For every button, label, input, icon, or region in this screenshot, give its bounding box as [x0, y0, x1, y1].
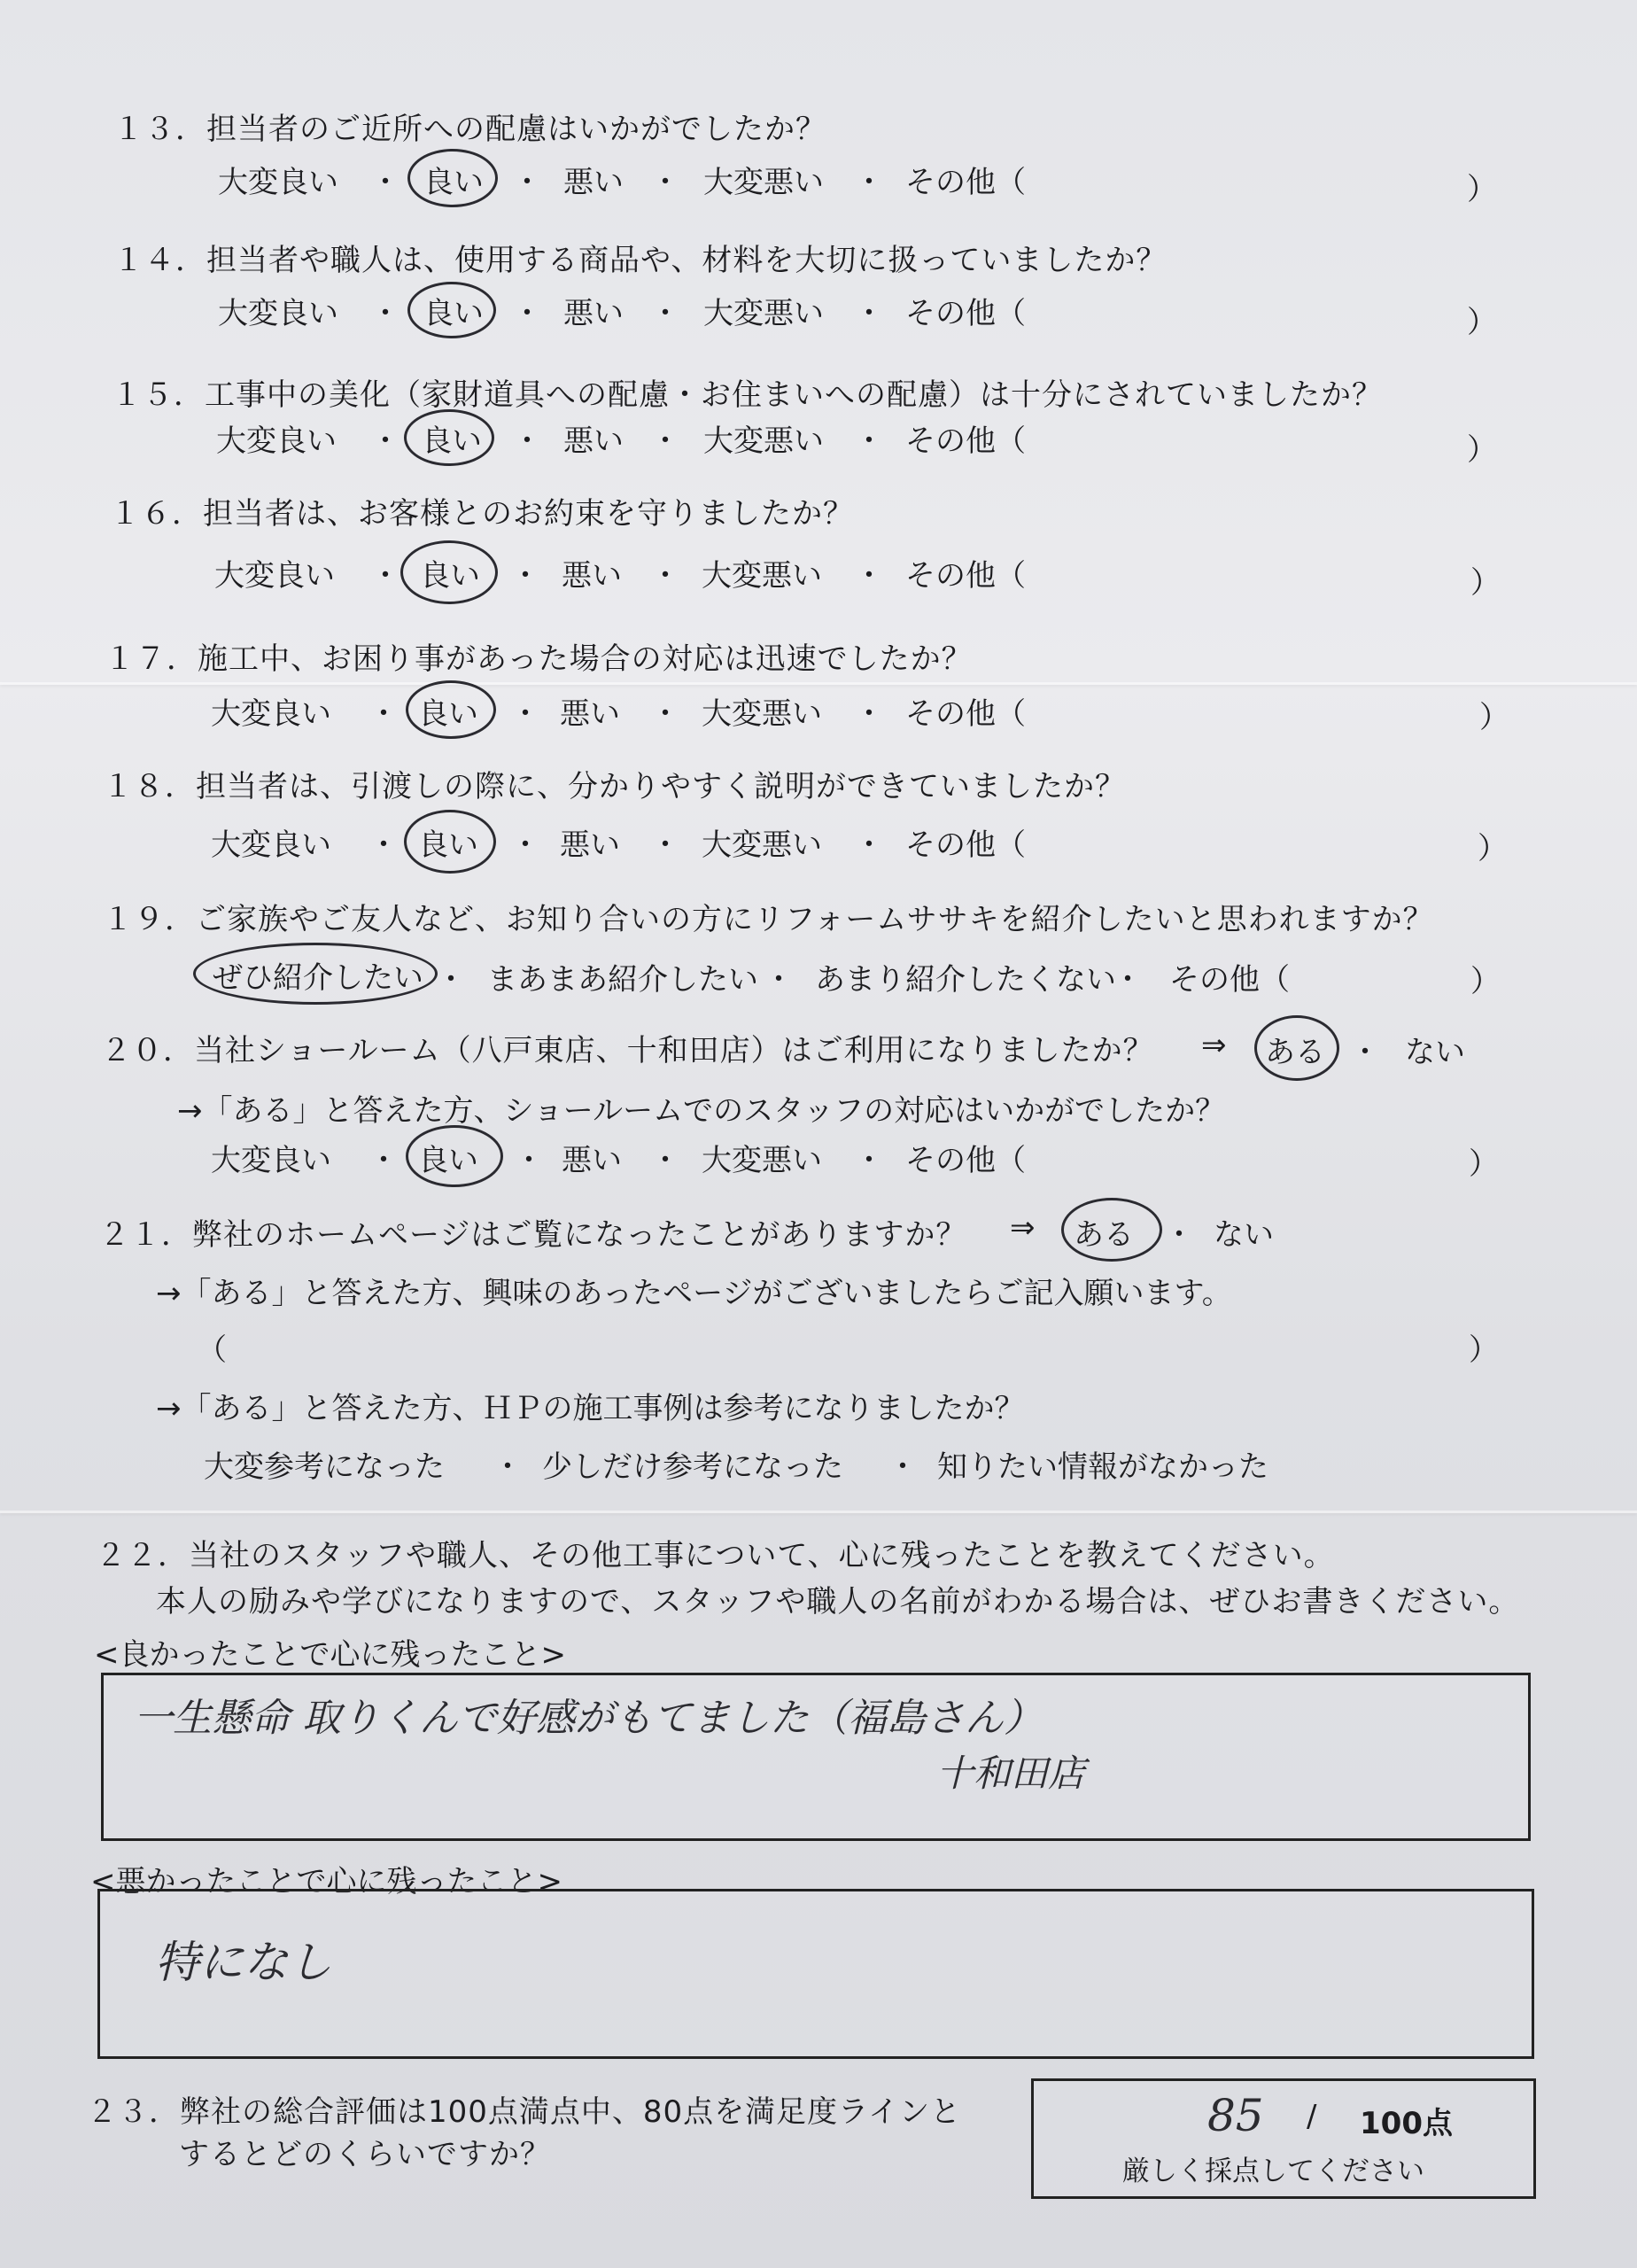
q21-hp-very-helpful[interactable]: 大変参考になった	[204, 1449, 445, 1485]
question-13: １３．担当者のご近所への配慮はいかがでしたか？	[113, 112, 826, 147]
q21-hp-sep-2: ・	[888, 1449, 918, 1485]
q17-option-good[interactable]: 良い	[418, 696, 478, 732]
q21-open-paren: （	[197, 1332, 227, 1368]
q16-sep-1: ・	[370, 558, 400, 594]
q16-option-bad[interactable]: 悪い	[562, 558, 622, 594]
q20-option-yes[interactable]: ある	[1265, 1035, 1325, 1070]
q17-option-very-bad[interactable]: 大変悪い	[702, 696, 822, 732]
q17-sep-4: ・	[854, 696, 884, 732]
q17-option-bad[interactable]: 悪い	[560, 696, 620, 732]
q15-option-other[interactable]: その他（	[905, 423, 1026, 459]
q18-option-very-bad[interactable]: 大変悪い	[702, 827, 822, 863]
q20-followup: →「ある」と答えた方、ショールームでのスタッフの対応はいかがでしたか？	[177, 1093, 1226, 1129]
q13-option-other[interactable]: その他（	[905, 165, 1026, 200]
q14-close-paren: ）	[1467, 305, 1497, 340]
q13-close-paren: ）	[1467, 172, 1497, 207]
bad-comment-box[interactable]	[97, 1889, 1534, 2059]
score-max: 100点	[1360, 2106, 1453, 2141]
q14-option-other[interactable]: その他（	[905, 296, 1026, 331]
q13-sep-1: ・	[370, 165, 400, 200]
q20-sep-1: ・	[369, 1143, 399, 1178]
q19-sep-3: ・	[1113, 962, 1143, 998]
question-20: ２０．当社ショールーム（八戸東店、十和田店）はご利用になりましたか？	[101, 1033, 1154, 1068]
q18-selected-circle	[404, 810, 496, 874]
q14-sep-4: ・	[854, 296, 884, 331]
q13-option-very-bad[interactable]: 大変悪い	[703, 165, 824, 200]
q21-hp-sep-1: ・	[493, 1449, 523, 1485]
q16-option-other[interactable]: その他（	[905, 558, 1026, 594]
q15-sep-4: ・	[854, 423, 884, 459]
q21-selected-circle	[1061, 1198, 1162, 1262]
q18-sep-3: ・	[650, 827, 680, 863]
q20-arrow: ⇒	[1201, 1028, 1227, 1063]
q21-option-yes[interactable]: ある	[1074, 1217, 1134, 1253]
q15-sep-2: ・	[512, 423, 542, 459]
q15-close-paren: ）	[1467, 432, 1497, 468]
q18-sep-1: ・	[369, 827, 399, 863]
q19-sep-1: ・	[436, 962, 466, 998]
q13-sep-2: ・	[512, 165, 542, 200]
q20-sep: ・	[1350, 1035, 1380, 1070]
q16-sep-2: ・	[510, 558, 540, 594]
q20-selected-circle	[1254, 1015, 1339, 1081]
q20-option-other[interactable]: その他（	[905, 1143, 1026, 1178]
q13-sep-4: ・	[854, 165, 884, 200]
score-note: 厳しく採点してください	[1122, 2155, 1424, 2187]
q17-sep-1: ・	[369, 696, 399, 732]
q14-option-very-bad[interactable]: 大変悪い	[703, 296, 824, 331]
question-16: １６．担当者は、お客様とのお約束を守りましたか？	[110, 496, 854, 532]
q17-close-paren: ）	[1479, 700, 1509, 735]
q14-option-good[interactable]: 良い	[423, 296, 484, 331]
bad-comment-text: 特になし	[155, 1937, 332, 1988]
bad-comment-label: <悪かったことで心に残ったこと>	[90, 1864, 562, 1899]
question-22-note: 本人の励みや学びになりますので、スタッフや職人の名前がわかる場合は、ぜひお書きください。	[156, 1584, 1520, 1619]
q18-option-good[interactable]: 良い	[418, 827, 478, 863]
q15-option-very-good[interactable]: 大変良い	[216, 423, 337, 459]
q16-sep-3: ・	[650, 558, 680, 594]
question-15: １５．工事中の美化（家財道具への配慮・お住まいへの配慮）は十分にされていましたか？	[112, 377, 1383, 413]
q16-option-very-good[interactable]: 大変良い	[214, 558, 335, 594]
q19-close-paren: ）	[1470, 964, 1501, 999]
good-comment-text: 一生懸命 取りくんで好感がもてました（福島さん）	[134, 1696, 1043, 1741]
q14-sep-2: ・	[512, 296, 542, 331]
q21-arrow: ⇒	[1010, 1210, 1036, 1246]
q18-option-other[interactable]: その他（	[905, 827, 1026, 863]
q15-sep-1: ・	[370, 423, 400, 459]
good-comment-store: 十和田店	[936, 1751, 1086, 1795]
q17-option-other[interactable]: その他（	[905, 696, 1026, 732]
score-slash: /	[1307, 2099, 1317, 2134]
q14-option-bad[interactable]: 悪い	[563, 296, 624, 331]
q15-option-very-bad[interactable]: 大変悪い	[703, 423, 824, 459]
q20-option-very-bad[interactable]: 大変悪い	[702, 1143, 822, 1178]
q17-sep-3: ・	[650, 696, 680, 732]
q20-option-no[interactable]: ない	[1405, 1035, 1465, 1070]
q16-option-very-bad[interactable]: 大変悪い	[702, 558, 822, 594]
q17-sep-2: ・	[510, 696, 540, 732]
q20-sep-4: ・	[854, 1143, 884, 1178]
q20-sep-3: ・	[650, 1143, 680, 1178]
q19-option-definitely[interactable]: ぜひ紹介したい	[213, 960, 423, 996]
q16-option-good[interactable]: 良い	[420, 558, 480, 594]
q19-option-not-really[interactable]: あまり紹介したくない	[815, 962, 1116, 998]
q15-option-bad[interactable]: 悪い	[563, 423, 624, 459]
question-18: １８．担当者は、引渡しの際に、分かりやすく説明ができていましたか？	[103, 769, 1126, 804]
q13-selected-circle	[407, 149, 498, 207]
q15-selected-circle	[404, 409, 494, 466]
q18-sep-4: ・	[854, 827, 884, 863]
q13-option-good[interactable]: 良い	[423, 165, 484, 200]
q17-selected-circle	[406, 680, 496, 739]
q20-option-good[interactable]: 良い	[418, 1143, 478, 1178]
q18-sep-2: ・	[510, 827, 540, 863]
q21-option-no[interactable]: ない	[1214, 1217, 1274, 1253]
question-19: １９．ご家族やご友人など、お知り合いの方にリフォームササキを紹介したいと思われますか？	[103, 902, 1434, 937]
good-comment-box[interactable]	[101, 1673, 1531, 1841]
question-23: ２３．弊社の総合評価は100点満点中、80点を満足度ラインと	[87, 2094, 962, 2130]
question-14: １４．担当者や職人は、使用する商品や、材料を大切に扱っていましたか？	[113, 243, 1168, 278]
q13-option-very-good[interactable]: 大変良い	[218, 165, 338, 200]
q19-option-other[interactable]: その他（	[1169, 962, 1290, 998]
q20-option-very-good[interactable]: 大変良い	[211, 1143, 331, 1178]
q20-selected-good-circle	[406, 1125, 503, 1187]
q14-selected-circle	[407, 282, 496, 338]
q15-sep-3: ・	[650, 423, 680, 459]
q19-selected-circle	[193, 943, 438, 1005]
question-21: ２１．弊社のホームページはご覧になったことがありますか？	[99, 1217, 967, 1253]
q21-hp-no-info[interactable]: 知りたい情報がなかった	[937, 1449, 1268, 1485]
q18-option-bad[interactable]: 悪い	[560, 827, 620, 863]
q18-close-paren: ）	[1478, 831, 1508, 866]
q21-sep: ・	[1164, 1217, 1194, 1253]
q19-option-somewhat[interactable]: まあまあ紹介したい	[487, 962, 758, 998]
q16-selected-circle	[400, 540, 498, 604]
q20-close-paren: ）	[1469, 1146, 1499, 1182]
q21-followup-pages: →「ある」と答えた方、興味のあったページがございましたらご記入願います。	[156, 1276, 1232, 1311]
question-23-line2: するとどのくらいですか？	[179, 2137, 551, 2172]
q17-option-very-good[interactable]: 大変良い	[211, 696, 331, 732]
q19-sep-2: ・	[764, 962, 794, 998]
q14-sep-3: ・	[650, 296, 680, 331]
q21-close-paren: ）	[1469, 1332, 1499, 1368]
q21-hp-slightly-helpful[interactable]: 少しだけ参考になった	[542, 1449, 843, 1485]
q20-sep-2: ・	[514, 1143, 544, 1178]
q20-option-bad[interactable]: 悪い	[562, 1143, 622, 1178]
score-box[interactable]	[1031, 2078, 1536, 2199]
q16-sep-4: ・	[854, 558, 884, 594]
q16-close-paren: ）	[1470, 565, 1501, 601]
q21-followup-hp: →「ある」と答えた方、ＨＰの施工事例は参考になりましたか？	[156, 1391, 1025, 1426]
q14-option-very-good[interactable]: 大変良い	[218, 296, 338, 331]
question-17: １７．施工中、お困り事があった場合の対応は迅速でしたか？	[105, 641, 973, 677]
good-comment-label: <良かったことで心に残ったこと>	[94, 1637, 566, 1673]
q14-sep-1: ・	[370, 296, 400, 331]
question-22: ２２．当社のスタッフや職人、その他工事について、心に残ったことを教えてください。	[96, 1538, 1335, 1573]
q13-sep-3: ・	[650, 165, 680, 200]
q15-option-good[interactable]: 良い	[422, 423, 482, 459]
score-value: 85	[1207, 2090, 1264, 2141]
q18-option-very-good[interactable]: 大変良い	[211, 827, 331, 863]
q13-option-bad[interactable]: 悪い	[563, 165, 624, 200]
